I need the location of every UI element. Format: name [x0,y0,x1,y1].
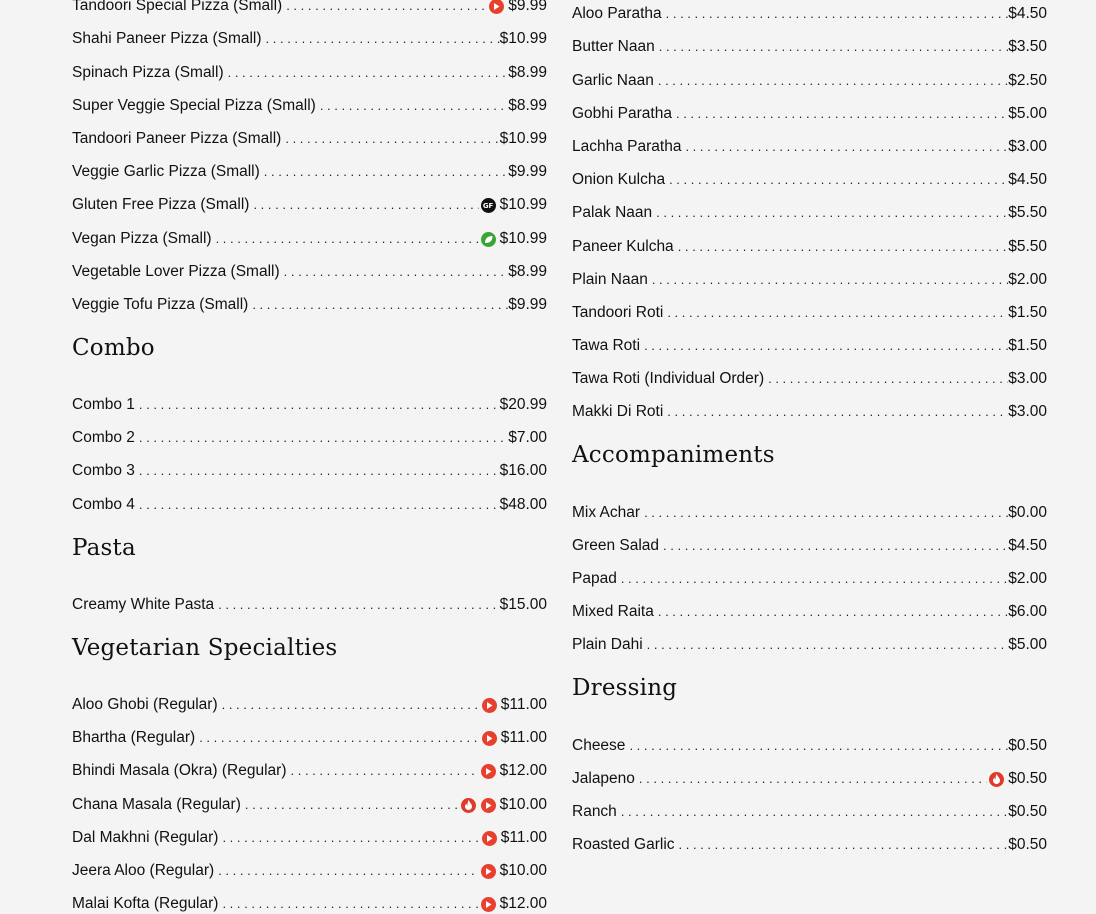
menu-item[interactable] [72,282,547,315]
chili-icon [482,731,497,746]
dot-leader [286,0,487,16]
menu-item-price: $0.50 [1008,736,1047,754]
menu-column-left [72,0,547,914]
dot-leader [644,505,1008,523]
menu-item-price: $8.99 [508,262,547,280]
menu-item[interactable] [72,16,547,49]
badge-group [480,731,501,748]
menu-section [72,0,547,315]
menu-item-price: $5.50 [1008,204,1047,222]
badge-group [487,0,508,16]
menu-item[interactable] [72,481,547,514]
menu-item-price: $3.00 [1008,137,1047,155]
menu-item-price: $10.00 [499,795,547,813]
menu-item-price: $20.99 [499,396,547,414]
menu-item-name: Plain Dahi [572,636,643,654]
menu-item-price: $4.50 [1008,171,1047,189]
dot-leader [264,164,508,182]
menu-item-price: $1.50 [1008,303,1047,321]
menu-item-price: $10.99 [499,129,547,147]
dot-leader [216,231,479,249]
gluten-free-icon: GF [481,198,496,213]
menu-section [572,0,1047,422]
menu-item[interactable] [572,389,1047,422]
badge-group [479,897,500,914]
menu-item-price: $0.50 [1008,836,1047,854]
menu-item-price: $11.00 [500,828,547,846]
menu-item-price: $48.00 [499,495,547,513]
menu-item[interactable] [572,157,1047,190]
menu-item-name: Lachha Paratha [572,137,682,155]
menu-item-name: Spinach Pizza (Small) [72,63,224,81]
menu-item[interactable] [72,715,547,748]
menu-item[interactable] [72,382,547,415]
menu-item-price: $6.00 [1008,603,1047,621]
menu-item-price: $8.99 [508,63,547,81]
menu-item[interactable] [72,149,547,182]
menu-item-name: Plain Naan [572,270,648,288]
section-title: Pasta [72,534,136,561]
menu-item[interactable] [572,822,1047,855]
menu-item-name: Ranch [572,802,617,820]
menu-item-price: $4.50 [1008,5,1047,23]
dot-leader [629,738,1008,756]
menu-item[interactable] [72,582,547,615]
menu-item[interactable] [572,356,1047,389]
dot-leader [266,31,500,49]
menu-item-price: $3.00 [1008,370,1047,388]
menu-item[interactable] [572,223,1047,256]
menu-item-name: Combo 2 [72,429,135,447]
section-title: Vegetarian Specialties [72,634,338,661]
leaf-icon [481,232,496,247]
menu-item[interactable] [72,83,547,116]
menu-item-name: Makki Di Roti [572,403,664,421]
dot-leader [652,272,1008,290]
section-title: Combo [72,334,155,361]
dot-leader [659,39,1008,57]
chili-icon [481,897,496,912]
menu-item-name: Tandoori Special Pizza (Small) [72,0,283,15]
section-title: Accompaniments [572,442,775,469]
menu-item[interactable] [572,290,1047,323]
menu-item-price: $4.50 [1008,536,1047,554]
menu-item-price: $11.00 [500,729,547,747]
menu-item-name: Gobhi Paratha [572,104,672,122]
dot-leader [285,131,499,149]
menu-section-dressing [572,655,1047,855]
menu-item[interactable] [572,91,1047,124]
menu-item-price: $10.99 [499,196,547,214]
menu-item-price: $9.99 [508,163,547,181]
dot-leader [621,804,1008,822]
menu-item-price: $3.50 [1008,38,1047,56]
menu-section-vegetarian-specialties [72,615,547,914]
menu-item[interactable] [572,756,1047,789]
dot-leader [663,538,1008,556]
dot-leader [678,239,1009,257]
menu-item-name: Cheese [572,736,626,754]
menu-item[interactable] [572,190,1047,223]
badge-group [480,698,501,715]
dot-leader [252,297,508,315]
menu-item[interactable] [72,182,547,215]
menu-column-right [572,0,1047,855]
menu-item[interactable] [72,215,547,248]
dot-leader [679,837,1009,855]
dot-leader [685,139,1008,157]
menu-section-combo [72,315,547,515]
menu-item[interactable] [72,748,547,781]
menu-item[interactable] [572,489,1047,522]
menu-item-price: $12.00 [499,762,547,780]
dot-leader [669,172,1008,190]
dot-leader [253,197,478,215]
menu-item-name: Butter Naan [572,38,655,56]
menu-item-name: Paneer Kulcha [572,237,674,255]
menu-item-name: Chana Masala (Regular) [72,795,241,813]
menu-item-price: $10.99 [499,229,547,247]
dot-leader [222,896,478,914]
flame-icon [989,772,1004,787]
dot-leader [228,65,509,83]
badge-group [479,198,500,215]
menu-item-price: $2.50 [1008,71,1047,89]
menu-item[interactable] [572,57,1047,90]
dot-leader [284,264,509,282]
menu-item-price: $8.99 [508,96,547,114]
badge-group [479,764,500,781]
menu-item-name: Tawa Roti (Individual Order) [572,370,765,388]
menu-item[interactable] [572,0,1047,24]
menu-item-price: $2.00 [1008,270,1047,288]
badge-group [480,831,501,848]
chili-icon [481,864,496,879]
menu-item[interactable] [572,556,1047,589]
dot-leader [667,404,1008,422]
dot-leader [139,430,508,448]
menu-item-name: Gluten Free Pizza (Small) [72,196,250,214]
menu-item-name: Combo 1 [72,396,135,414]
menu-item-name: Super Veggie Special Pizza (Small) [72,96,316,114]
menu-item-price: $12.00 [499,895,547,913]
menu-item[interactable] [572,124,1047,157]
menu-item-price: $3.00 [1008,403,1047,421]
dot-leader [320,98,508,116]
dot-leader [199,730,480,748]
chili-icon [482,698,497,713]
section-title: Dressing [572,675,678,702]
menu-section-accompaniments [572,422,1047,655]
menu-item-name: Tawa Roti [572,337,641,355]
dot-leader [245,797,459,815]
menu-item-name: Veggie Tofu Pizza (Small) [72,295,249,313]
chili-icon [482,831,497,846]
dot-leader [139,397,500,415]
dot-leader [656,205,1008,223]
menu-item[interactable] [72,881,547,914]
menu-item-price: $5.00 [1008,636,1047,654]
dot-leader [218,863,478,881]
menu-item-price: $5.00 [1008,104,1047,122]
dot-leader [666,6,1009,24]
menu-item-name: Tandoori Paneer Pizza (Small) [72,129,282,147]
menu-item-price: $10.00 [499,861,547,879]
badge-group [479,864,500,881]
menu-item[interactable] [72,116,547,149]
menu-item-name: Veggie Garlic Pizza (Small) [72,163,260,181]
menu-item-name: Combo 4 [72,495,135,513]
menu-item[interactable] [72,682,547,715]
menu-item[interactable] [72,781,547,814]
dot-leader [658,604,1008,622]
menu-item-name: Aloo Ghobi (Regular) [72,696,218,713]
menu-item-price: $1.50 [1008,337,1047,355]
menu-item[interactable] [572,24,1047,57]
dot-leader [621,571,1008,589]
dot-leader [647,637,1009,655]
menu-item[interactable] [72,0,547,16]
flame-icon [461,798,476,813]
badge-group [479,232,500,249]
menu-item-name: Malai Kofta (Regular) [72,895,219,913]
menu-item-name: Mix Achar [572,503,641,521]
dot-leader [139,463,500,481]
menu-item-name: Tandoori Roti [572,303,664,321]
menu-item[interactable] [72,448,547,481]
menu-item[interactable] [572,257,1047,290]
menu-item-name: Palak Naan [572,204,653,222]
menu-item[interactable] [572,523,1047,556]
dot-leader [291,763,479,781]
menu-item-name: Vegan Pizza (Small) [72,229,212,247]
menu-item-name: Green Salad [572,536,660,554]
menu-item-price: $9.99 [508,0,547,15]
menu-item[interactable] [572,323,1047,356]
badge-group [459,798,500,815]
menu-item-name: Bhindi Masala (Okra) (Regular) [72,762,287,780]
dot-leader [639,771,987,789]
menu-item-name: Combo 3 [72,462,135,480]
menu-item[interactable] [72,415,547,448]
menu-item[interactable] [572,589,1047,622]
menu-item-price: $9.99 [508,295,547,313]
menu-section-pasta [72,515,547,615]
dot-leader [667,305,1008,323]
menu-item-name: Bhartha (Regular) [72,729,196,747]
menu-item-price: $0.50 [1008,802,1047,820]
menu-item-name: Vegetable Lover Pizza (Small) [72,262,280,280]
chili-icon [481,798,496,813]
dot-leader [676,106,1008,124]
dot-leader [768,371,1008,389]
menu-item-price: $16.00 [499,462,547,480]
menu-item-name: Roasted Garlic [572,836,675,854]
menu-item-name: Onion Kulcha [572,171,666,189]
menu-item-price: $7.00 [508,429,547,447]
chili-icon [489,0,504,14]
dot-leader [222,830,479,848]
dot-leader [658,73,1008,91]
menu-item-price: $0.50 [1008,769,1047,787]
menu-item-name: Shahi Paneer Pizza (Small) [72,30,262,48]
menu-item[interactable] [72,815,547,848]
dot-leader [218,597,499,615]
menu-item-price: $0.00 [1008,503,1047,521]
chili-icon [481,764,496,779]
dot-leader [222,697,480,715]
menu-item-price: $10.99 [499,30,547,48]
menu-item-price: $11.00 [500,696,547,713]
menu-item[interactable] [572,622,1047,655]
menu-item-name: Jeera Aloo (Regular) [72,861,215,879]
menu-item-price: $5.50 [1008,237,1047,255]
menu-item-name: Aloo Paratha [572,5,662,23]
menu-item-name: Papad [572,570,617,587]
menu-item[interactable] [72,249,547,282]
menu-item[interactable] [572,789,1047,822]
menu-item-name: Dal Makhni (Regular) [72,828,219,846]
menu-item-price: $2.00 [1008,570,1047,587]
dot-leader [644,338,1008,356]
menu-item-name: Jalapeno [572,769,635,787]
dot-leader [139,497,500,515]
menu-item[interactable] [572,722,1047,755]
menu-item-name: Creamy White Pasta [72,595,215,613]
badge-group [987,772,1008,789]
menu-item-name: Garlic Naan [572,71,654,89]
menu-item-name: Mixed Raita [572,603,654,621]
menu-item-price: $15.00 [499,595,547,613]
menu-item[interactable] [72,49,547,82]
